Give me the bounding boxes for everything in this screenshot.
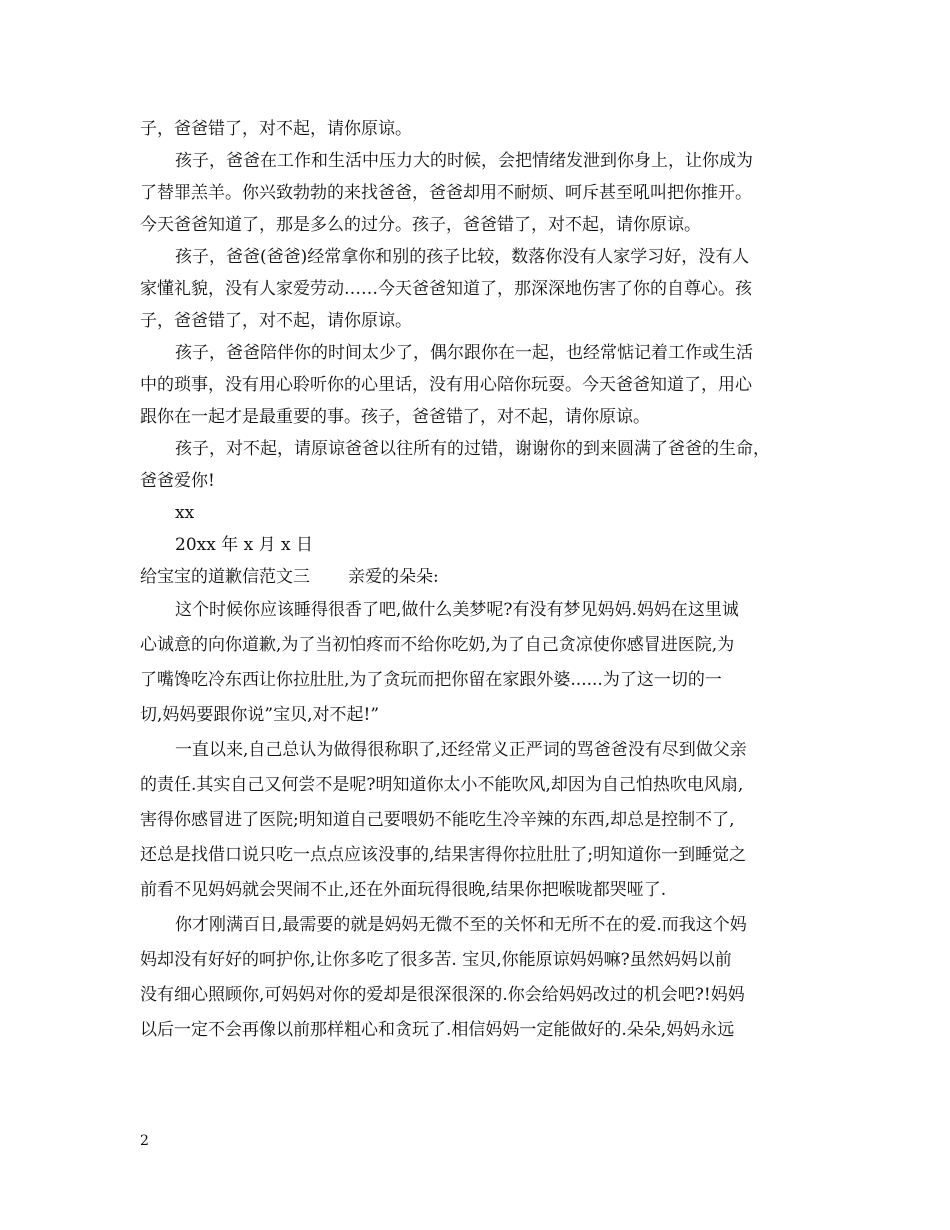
- paragraph-line: 孩子，爸爸(爸爸)经常拿你和别的孩子比较，数落你没有人家学习好，没有人: [175, 247, 750, 267]
- paragraph-line: 了替罪羔羊。你兴致勃勃的来找爸爸，爸爸却用不耐烦、呵斥甚至吼叫把你推开。: [140, 183, 752, 203]
- section-title: 给宝宝的道歉信范文三: [140, 567, 310, 587]
- paragraph-line: 家懂礼貌，没有人家爱劳动……今天爸爸知道了，那深深地伤害了你的自尊心。孩: [140, 279, 752, 299]
- paragraph-line: 跟你在一起才是最重要的事。孩子，爸爸错了，对不起，请你原谅。: [140, 407, 650, 427]
- letter-line: 害得你感冒进了医院;明知道自己要喂奶不能吃生冷辛辣的东西,却总是控制不了,: [140, 810, 735, 830]
- paragraph-line: 子，爸爸错了，对不起，请你原谅。: [140, 311, 412, 331]
- letter-line: 了嘴馋吃冷东西让你拉肚肚,为了贪玩而把你留在家跟外婆......为了这一切的一: [140, 670, 722, 690]
- page-number: 2: [140, 1133, 149, 1149]
- letter-line: 没有细心照顾你,可妈妈对你的爱却是很深很深的.你会给妈妈改过的机会吧?!妈妈: [140, 985, 745, 1005]
- paragraph-line: 孩子，对不起，请原谅爸爸以往所有的过错，谢谢你的到来圆满了爸爸的生命，: [175, 439, 770, 459]
- paragraph-line: 爸爸爱你!: [140, 471, 215, 491]
- section-title-line: [140, 561, 830, 593]
- letter-line: 切,妈妈要跟你说”宝贝,对不起!”: [140, 705, 380, 725]
- document-body: [140, 113, 830, 1048]
- paragraph-line: 子，爸爸错了，对不起，请你原谅。: [140, 119, 412, 139]
- letter-line: 这个时候你应该睡得很香了吧,做什么美梦呢?有没有梦见妈妈.妈妈在这里诚: [175, 600, 739, 620]
- paragraph-line: 孩子，爸爸在工作和生活中压力大的时候，会把情绪发泄到你身上，让你成为: [175, 151, 753, 171]
- letter-line: 以后一定不会再像以前那样粗心和贪玩了.相信妈妈一定能做好的.朵朵,妈妈永远: [140, 1020, 735, 1040]
- salutation: 亲爱的朵朵:: [348, 567, 439, 587]
- letter-line: 还总是找借口说只吃一点点应该没事的,结果害得你拉肚肚了;明知道你一到睡觉之: [140, 845, 747, 865]
- letter-line: 的责任.其实自己又何尝不是呢?明知道你太小不能吹风,却因为自己怕热吹电风扇,: [140, 775, 744, 795]
- paragraph-line: 中的琐事，没有用心聆听你的心里话，没有用心陪你玩耍。今天爸爸知道了，用心: [140, 375, 752, 395]
- letter-line: 心诚意的向你道歉,为了当初怕疼而不给你吃奶,为了自己贪凉使你感冒进医院,为: [140, 635, 735, 655]
- paragraph-line: 孩子，爸爸陪伴你的时间太少了，偶尔跟你在一起，也经常惦记着工作或生活: [175, 343, 753, 363]
- paragraph-line: 今天爸爸知道了，那是多么的过分。孩子，爸爸错了，对不起，请你原谅。: [140, 215, 701, 235]
- signature-name: xx: [175, 503, 195, 523]
- letter-line: 妈却没有好好的呵护你,让你多吃了很多苦. 宝贝,你能原谅妈妈嘛?虽然妈妈以前: [140, 950, 732, 970]
- signature-date: 20xx 年 x 月 x 日: [175, 535, 314, 555]
- letter-line: 一直以来,自己总认为做得很称职了,还经常义正严词的骂爸爸没有尽到做父亲: [175, 740, 747, 760]
- letter-line: 前看不见妈妈就会哭闹不止,还在外面玩得很晚,结果你把喉咙都哭哑了.: [140, 880, 667, 900]
- letter-line: 你才刚满百日,最需要的就是妈妈无微不至的关怀和无所不在的爱.而我这个妈: [175, 915, 747, 935]
